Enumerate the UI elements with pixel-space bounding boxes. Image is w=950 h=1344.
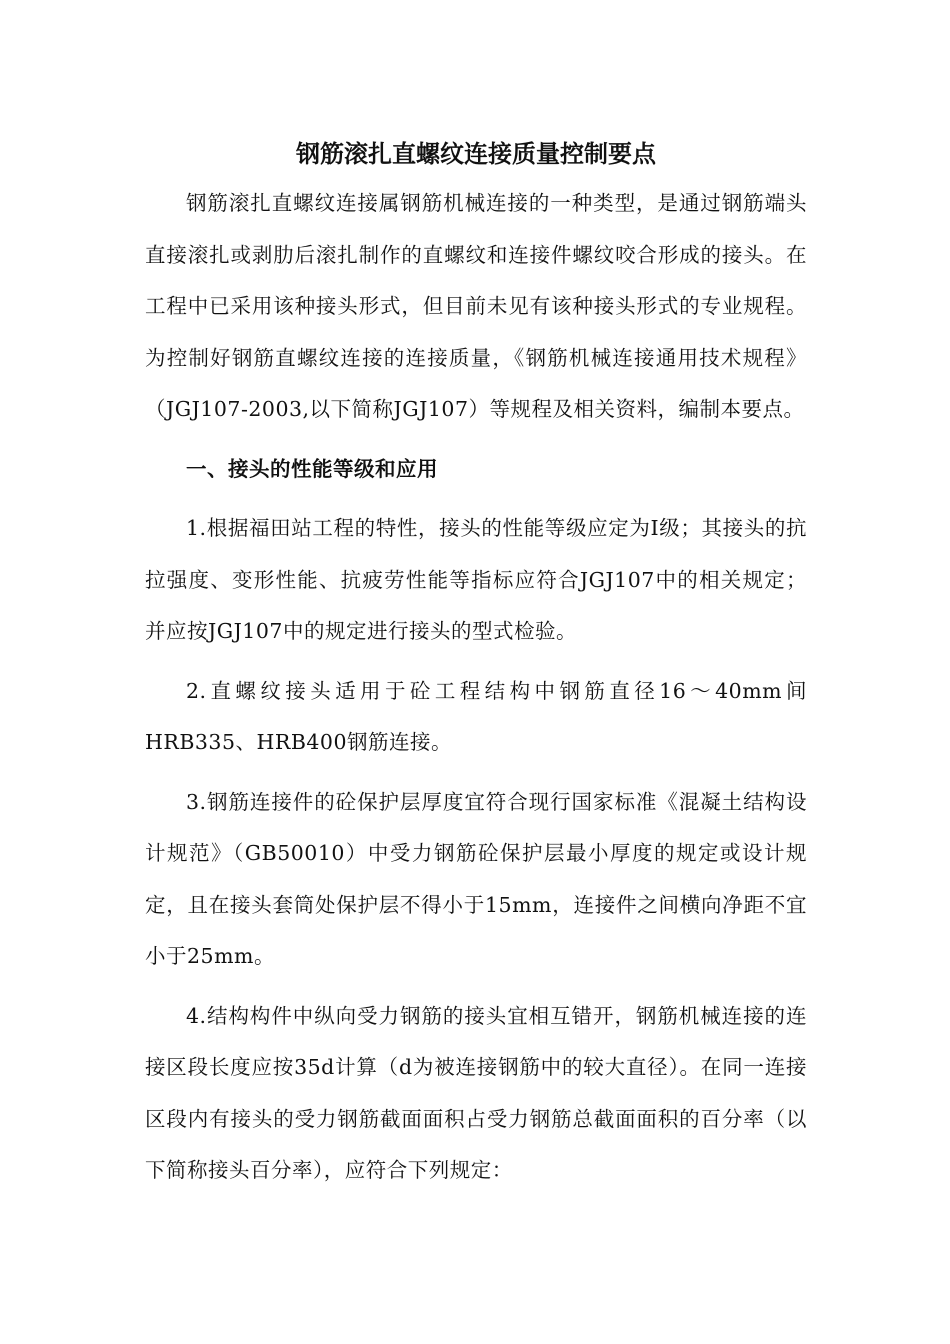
list-item: 4.结构构件中纵向受力钢筋的接头宜相互错开，钢筋机械连接的连接区段长度应按35d计算（d为被连接钢筋中的较大直径）。在同一连接区段内有接头的受力钢筋截面面积占受力钢筋总截面面积的百分率（以下简称接头百分率），应符合下列规定： [145, 1003, 807, 1182]
list-item: 2.直螺纹接头适用于砼工程结构中钢筋直径16～40mm间HRB335、HRB400钢筋连接。 [145, 678, 807, 754]
list-item: 1.根据福田站工程的特性，接头的性能等级应定为Ⅰ级；其接头的抗拉强度、变形性能、抗疲劳性能等指标应符合JGJ107中的相关规定；并应按JGJ107中的规定进行接头的型式检验。 [145, 516, 807, 643]
intro-paragraph: 钢筋滚扎直螺纹连接属钢筋机械连接的一种类型，是通过钢筋端头直接滚扎或剥肋后滚扎制作的直螺纹和连接件螺纹咬合形成的接头。在工程中已采用该种接头形式，但目前未见有该种接头形式的专业规程。为控制好钢筋直螺纹连接的连接质量，《钢筋机械连接通用技术规程》（JGJ107-2003,以下简称JGJ107）等规程及相关资料，编制本要点。 [145, 191, 807, 421]
section-heading: 一、接头的性能等级和应用 [186, 456, 438, 481]
document-body [145, 178, 807, 1197]
list-item: 3.钢筋连接件的砼保护层厚度宜符合现行国家标准《混凝土结构设计规范》（GB50010）中受力钢筋砼保护层最小厚度的规定或设计规定，且在接头套筒处保护层不得小于15mm，连接件之间横向净距不宜小于25mm。 [145, 789, 807, 968]
document-title: 钢筋滚扎直螺纹连接质量控制要点 [296, 140, 656, 168]
